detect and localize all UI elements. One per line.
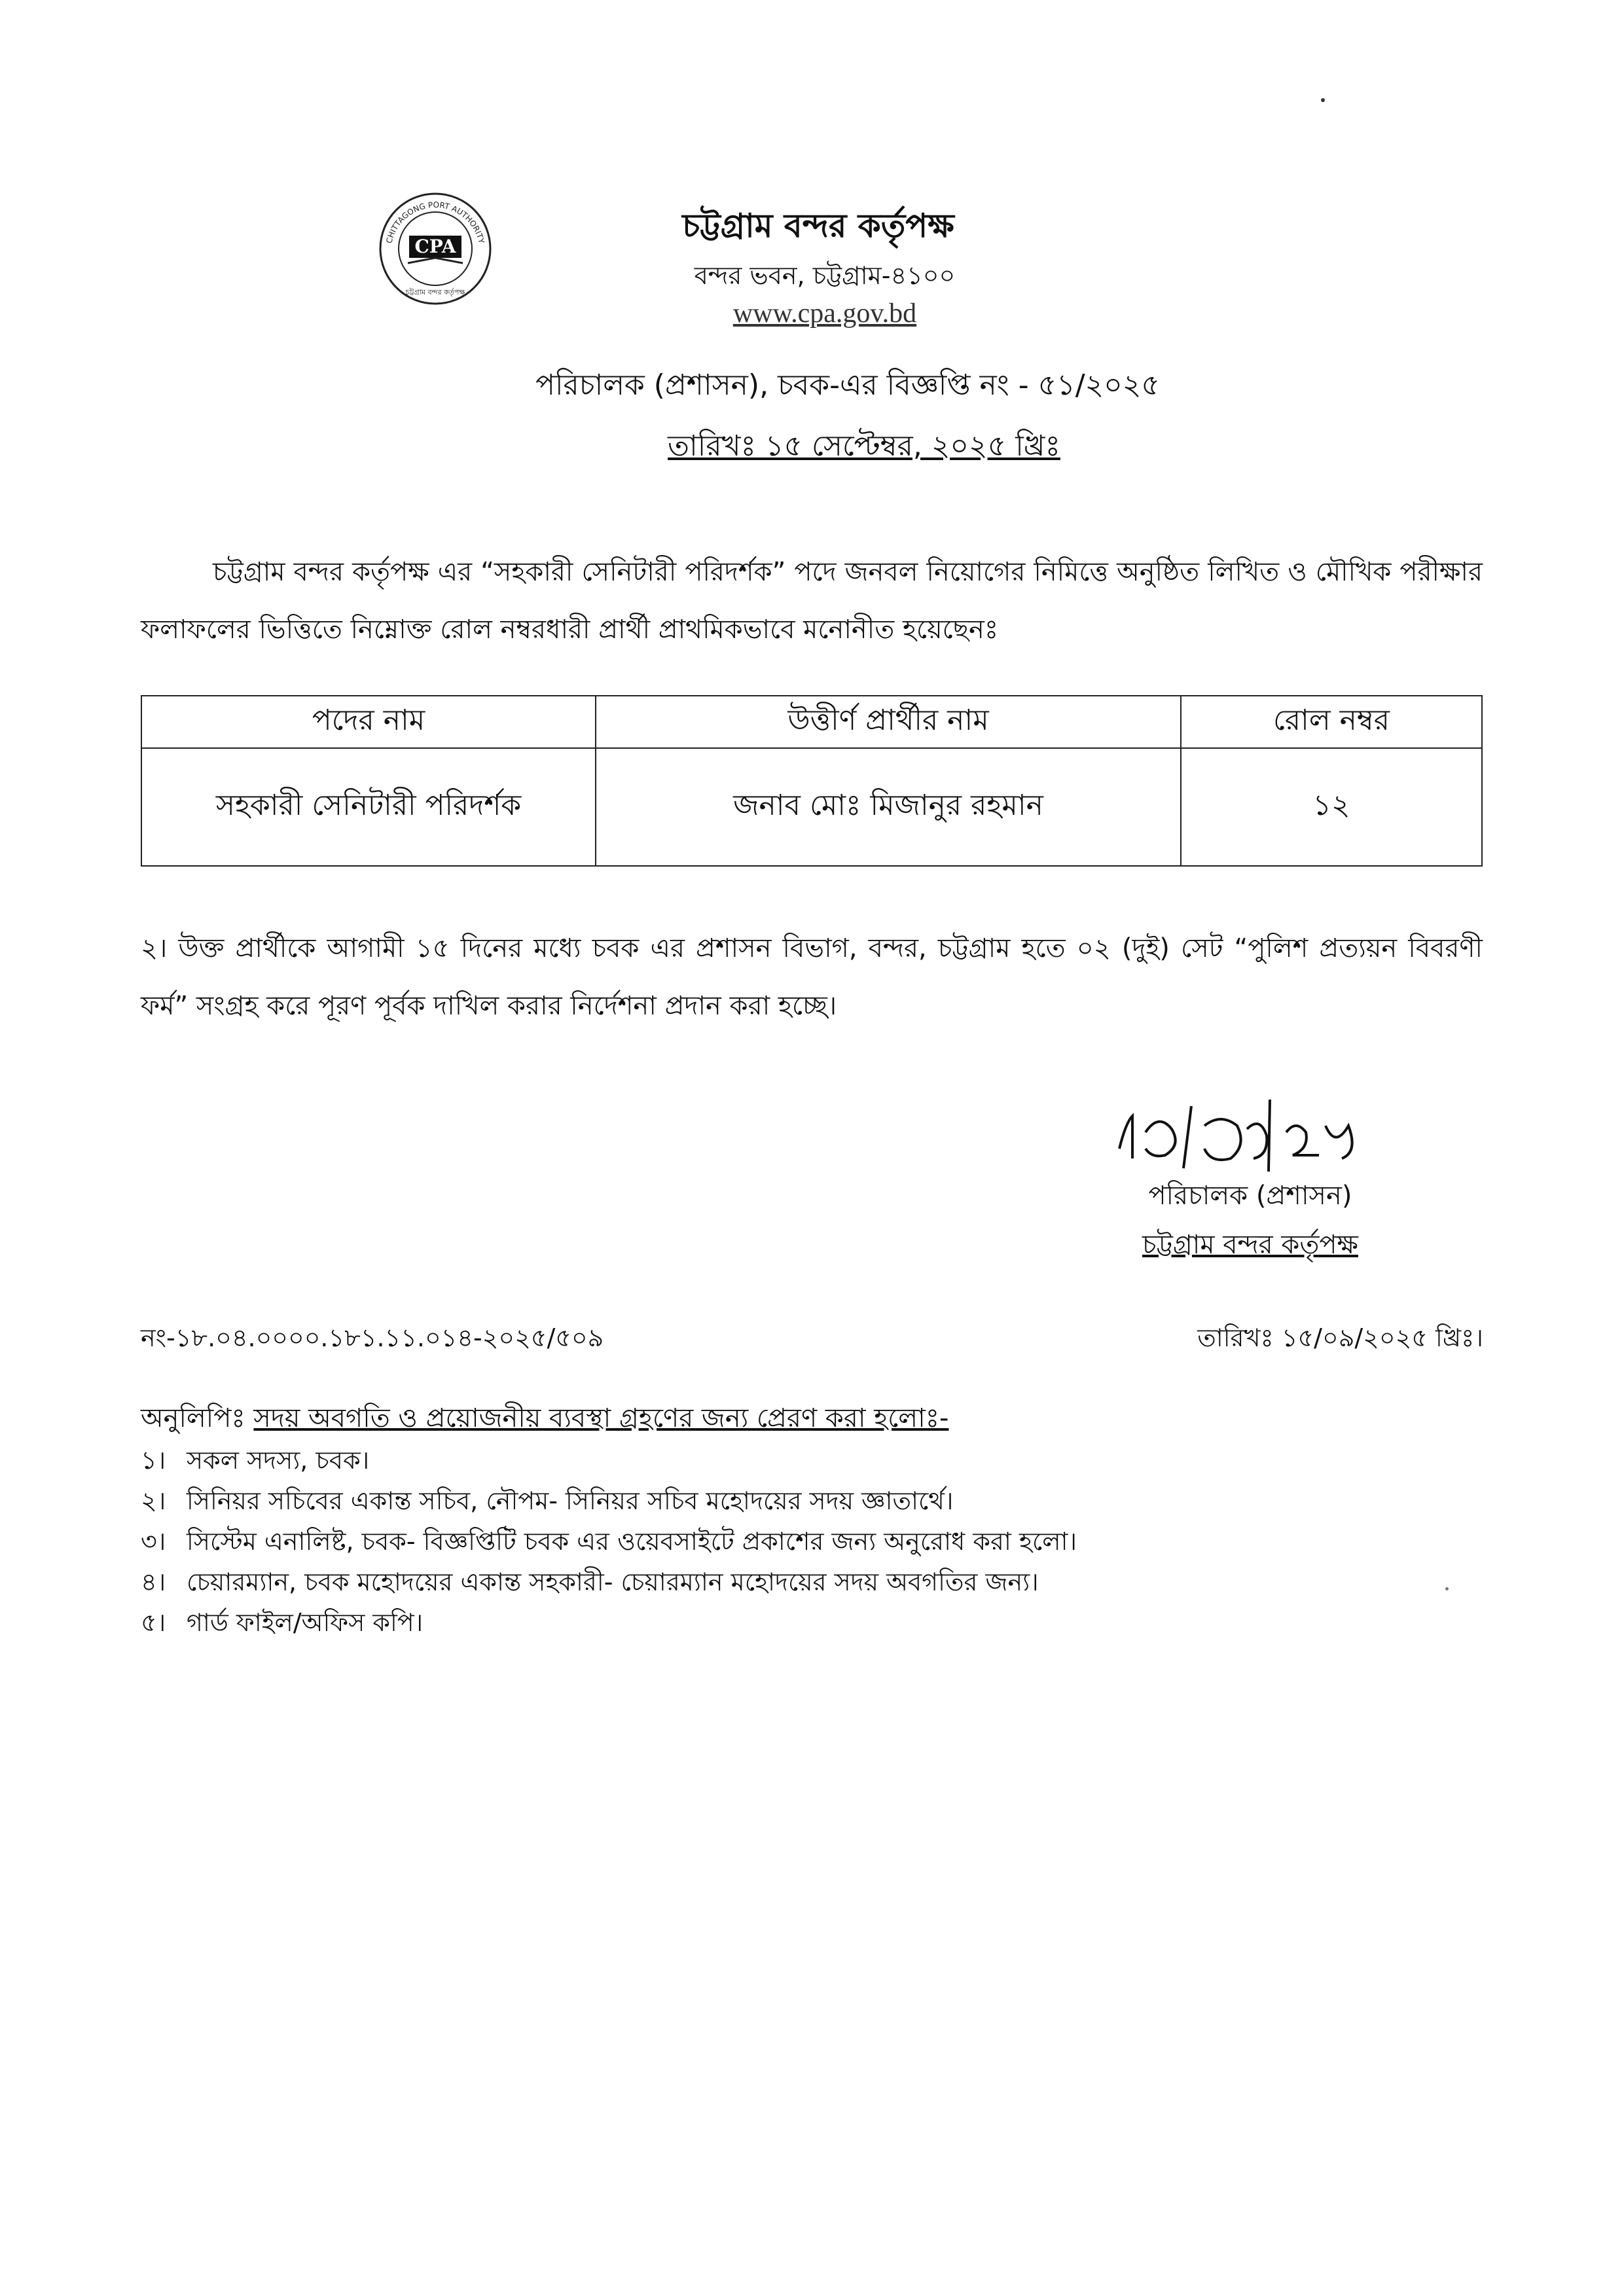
- instruction-paragraph: ২। উক্ত প্রার্থীকে আগামী ১৫ দিনের মধ্যে চবক এর প্রশাসন বিভাগ, বন্দর, চট্টগ্রাম হতে ০২ (দুই) সেট “পুলিশ প্রত্যয়ন বিবরণী ফর্ম” সংগ্রহ করে পূরণ পূর্বক দাখিল করার নির্দেশনা প্রদান করা হচ্ছে।: [141, 933, 1483, 1021]
- intro-paragraph: চট্টগ্রাম বন্দর কর্তৃপক্ষ এর “সহকারী সেনিটারী পরিদর্শক” পদে জনবল নিয়োগের নিমিত্তে অনুষ্ঠিত লিখিত ও মৌখিক পরীক্ষার ফলাফলের ভিত্তিতে নিম্নোক্ত রোল নম্বরধারী প্রার্থী প্রাথমিকভাবে মনোনীত হয়েছেনঃ: [141, 557, 1483, 645]
- memo-date: তারিখঃ ১৫/০৯/২০২৫ খ্রিঃ।: [1197, 1323, 1483, 1352]
- copy-to-list: [141, 1440, 1483, 1643]
- list-item: ৫। গার্ড ফাইল/অফিস কপি।: [141, 1608, 424, 1637]
- scan-speck: [1321, 98, 1325, 102]
- memo-number: নং-১৮.০৪.০০০০.১৮১.১১.০১৪-২০২৫/৫০৯: [141, 1323, 604, 1352]
- table-header-row: [141, 696, 1482, 748]
- notice-date: তারিখঃ ১৫ সেপ্টেম্বর, ২০২৫ খ্রিঃ: [668, 429, 1060, 463]
- svg-text:CPA: CPA: [414, 236, 456, 257]
- svg-text:চট্টগ্রাম বন্দর কর্তৃপক্ষ: চট্টগ্রাম বন্দর কর্তৃপক্ষ: [405, 288, 465, 296]
- copy-to-heading: [141, 1397, 948, 1441]
- list-item: ১। সকল সদস্য, চবক।: [141, 1446, 370, 1475]
- cpa-logo: [376, 190, 494, 308]
- copy-to-purpose: সদয় অবগতি ও প্রয়োজনীয় ব্যবস্থা গ্রহণের জন্য প্রেরণ করা হলোঃ-: [253, 1403, 949, 1433]
- copy-to-label: অনুলিপিঃ: [141, 1403, 245, 1433]
- cell-roll-number: ১২: [1181, 748, 1482, 866]
- header-post-name: পদের নাম: [141, 696, 596, 748]
- notice-number: পরিচালক (প্রশাসন), চবক-এর বিজ্ঞপ্তি নং - ৫১/২০২৫: [535, 368, 1160, 402]
- svg-text:CHITTAGONG PORT AUTHORITY: CHITTAGONG PORT AUTHORITY: [384, 200, 486, 245]
- header-candidate-name: উত্তীর্ণ প্রার্থীর নাম: [596, 696, 1181, 748]
- scan-speck: [1445, 1587, 1449, 1590]
- signatory-designation: পরিচালক (প্রশাসন): [1148, 1181, 1352, 1211]
- list-item: ৪। চেয়ারম্যান, চবক মহোদয়ের একান্ত সহকারী- চেয়ারম্যান মহোদয়ের সদয় অবগতির জন্য।: [141, 1568, 1039, 1596]
- header-roll-number: রোল নম্বর: [1181, 696, 1482, 748]
- handwritten-signature: [1106, 1086, 1381, 1178]
- result-table: [141, 695, 1483, 867]
- list-item: ২। সিনিয়র সচিবের একান্ত সচিব, নৌপম- সিনিয়র সচিব মহোদয়ের সদয় জ্ঞাতার্থে।: [141, 1486, 954, 1515]
- signatory-organization: চট্টগ্রাম বন্দর কর্তৃপক্ষ: [1142, 1230, 1358, 1260]
- list-item: ৩। সিস্টেম এনালিষ্ট, চবক- বিজ্ঞপ্তিটি চবক এর ওয়েবসাইটে প্রকাশের জন্য অনুরোধ করা হলো।: [141, 1527, 1077, 1556]
- cell-post-name: সহকারী সেনিটারী পরিদর্শক: [141, 748, 596, 866]
- cell-candidate-name: জনাব মোঃ মিজানুর রহমান: [596, 748, 1181, 866]
- table-row: [141, 748, 1482, 866]
- organization-address: বন্দর ভবন, চট্টগ্রাম-৪১০০: [694, 261, 956, 290]
- organization-website: www.cpa.gov.bd: [732, 298, 917, 329]
- organization-title: চট্টগ্রাম বন্দর কর্তৃপক্ষ: [682, 207, 954, 245]
